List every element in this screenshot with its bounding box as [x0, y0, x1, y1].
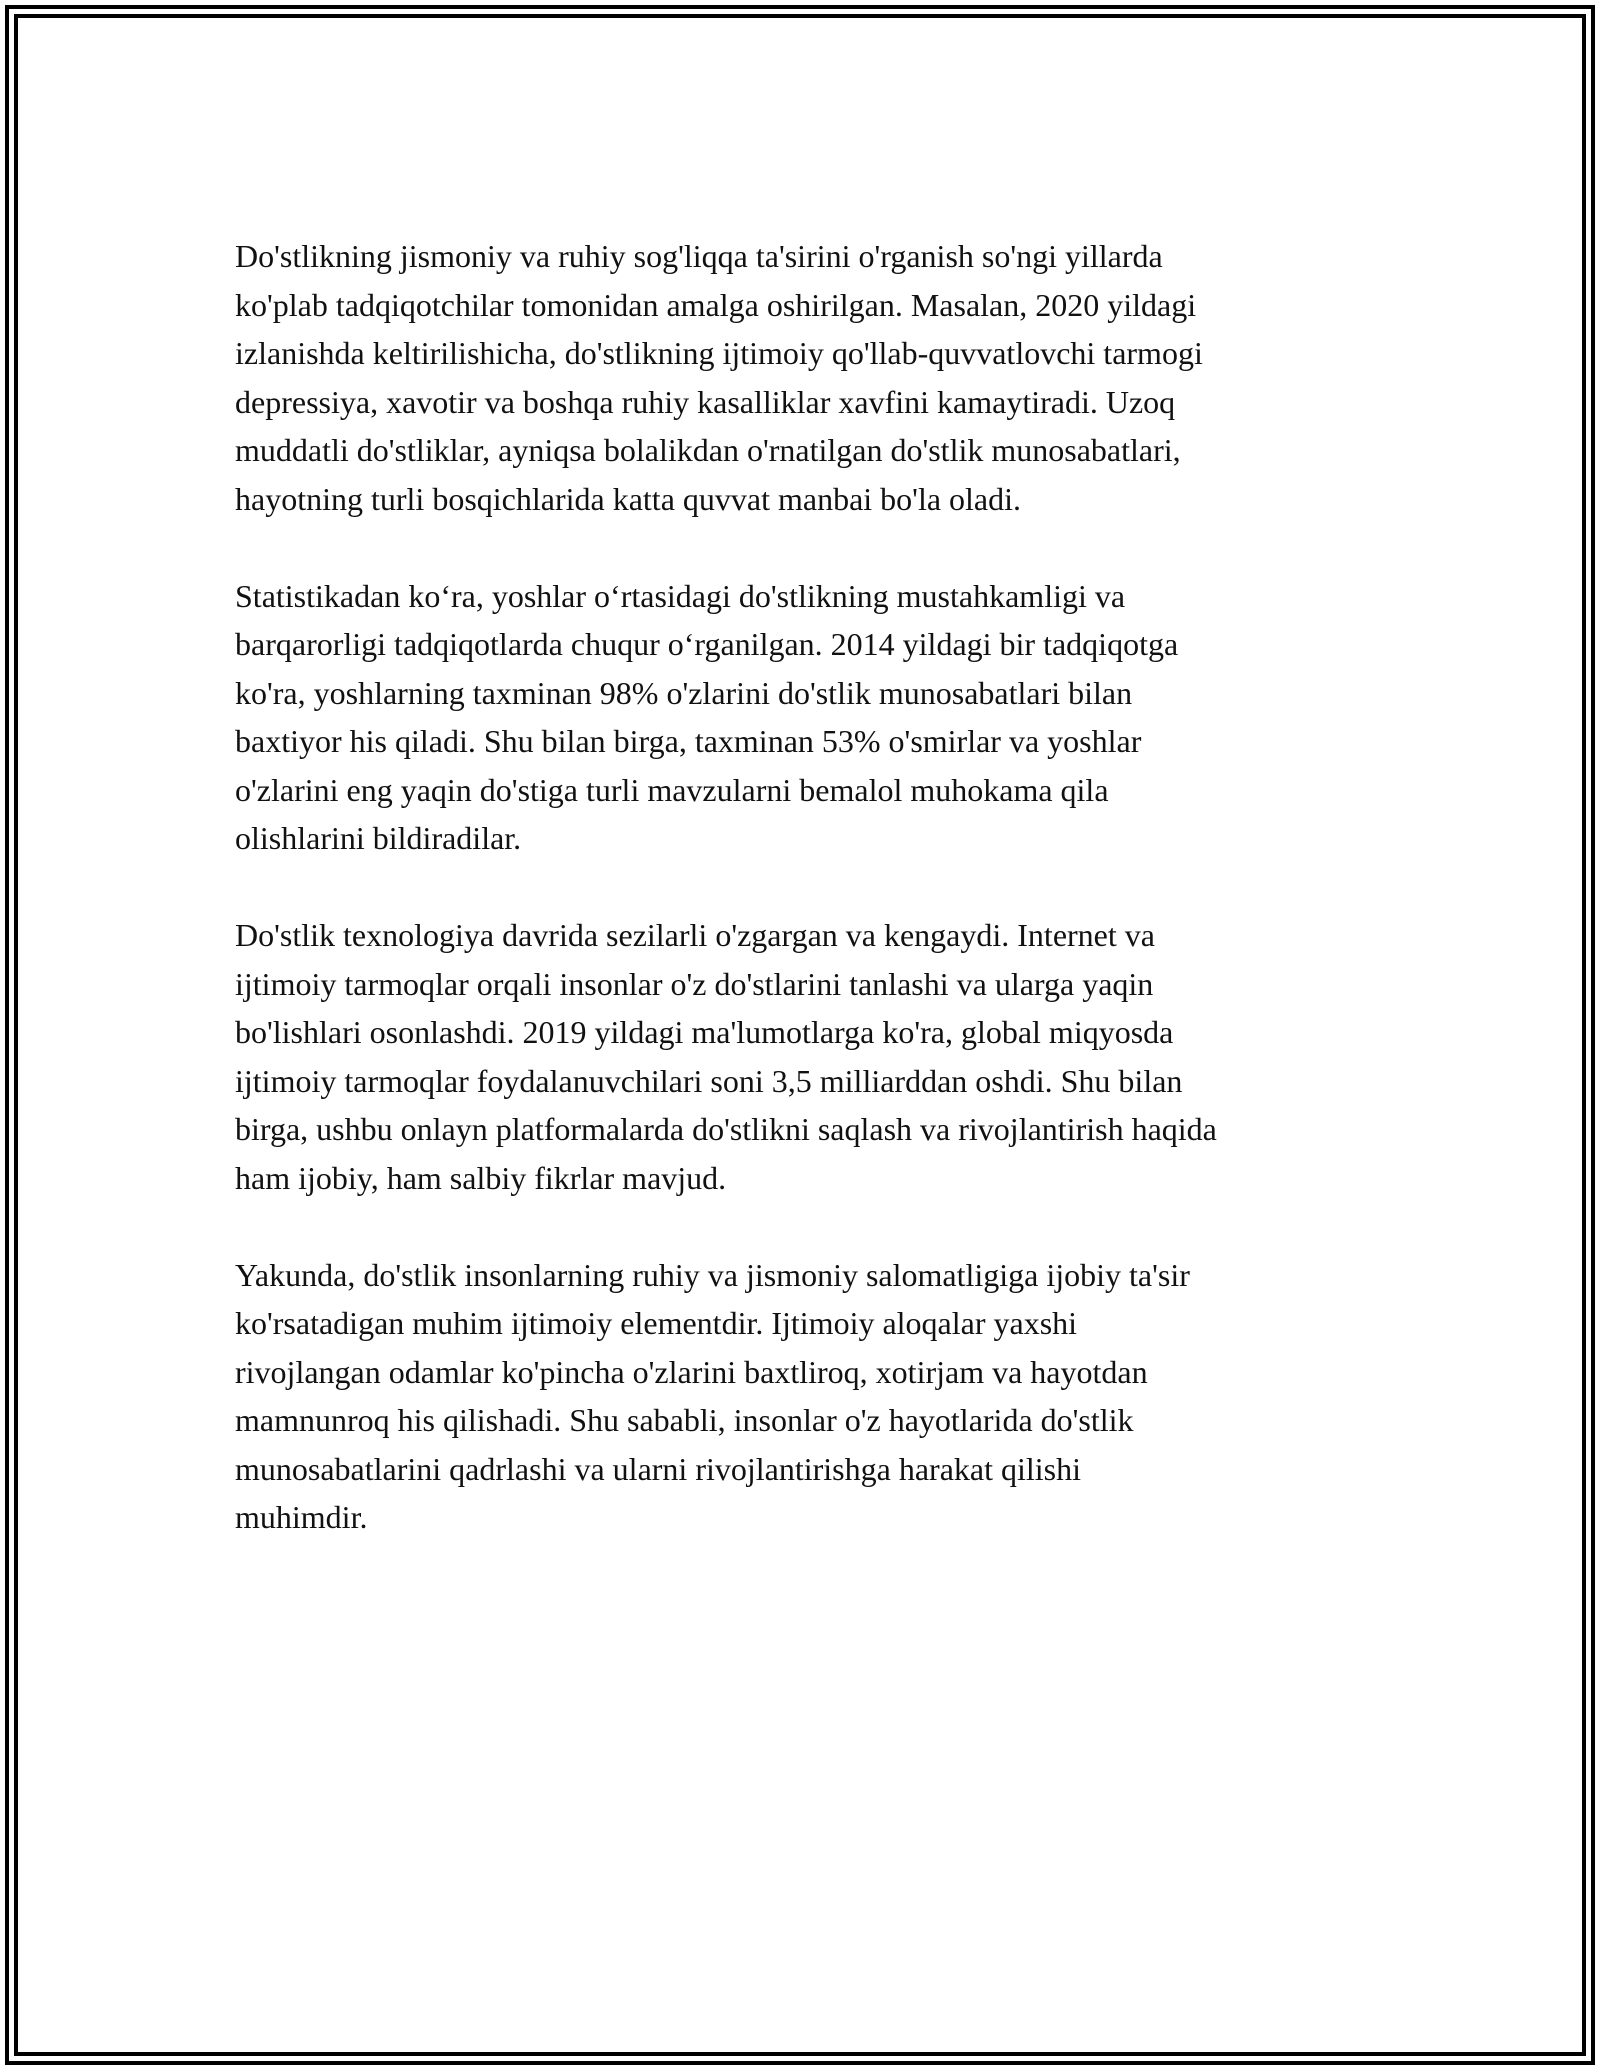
paragraph-youth-statistics: Statistikadan ko‘ra, yoshlar o‘rtasidagi do'stlikning mustahkamligi va barqarorligi tadqiqotlarda chuqur o‘rganilgan. 2014 yildagi bir tadqiqotga ko'ra, yoshlarning taxminan 98% o'zlarini do'stlik munosabatlari bilan baxtiyor his qiladi. Shu bilan birga, taxminan 53% o'smirlar va yoshlar o'zlarini eng yaqin do'stiga turli mavzularni bemalol muhokama qila olishlarini bildiradilar. [235, 577, 1179, 856]
paragraph-technology-era: Do'stlik texnologiya davrida sezilarli o'zgargan va kengaydi. Internet va ijtimoiy tarmoqlar orqali insonlar o'z do'stlarini tanlashi va ularga yaqin bo'lishlari osonlashdi. 2019 yildagi ma'lumotlarga ko'ra, global miqyosda ijtimoiy tarmoqlar foydalanuvchilari soni 3,5 milliarddan oshdi. Shu bilan birga, ushbu onlayn platformalarda do'stlikni saqlash va rivojlantirish haqida ham ijobiy, ham salbiy fikrlar mavjud. [235, 917, 1217, 1196]
paragraph-conclusion: Yakunda, do'stlik insonlarning ruhiy va jismoniy salomatligiga ijobiy ta'sir ko'rsatadigan muhim ijtimoiy elementdir. Ijtimoiy aloqalar yaxshi rivojlangan odamlar ko'pincha o'zlarini baxtliroq, xotirjam va hayotdan mamnunroq his qilishadi. Shu sababli, insonlar o'z hayotlarida do'stlik munosabatlarini qadrlashi va ularni rivojlantirishga harakat qilishi muhimdir. [235, 1256, 1190, 1535]
paragraph-health-research: Do'stlikning jismoniy va ruhiy sog'liqqa ta'sirini o'rganish so'ngi yillarda ko'plab tadqiqotchilar tomonidan amalga oshirilgan. Masalan, 2020 yildagi izlanishda keltirilishicha, do'stlikning ijtimoiy qo'llab-quvvatlovchi tarmogi depressiya, xavotir va boshqa ruhiy kasalliklar xavfini kamaytiradi. Uzoq muddatli do'stliklar, ayniqsa bolalikdan o'rnatilgan do'stlik munosabatlari, hayotning turli bosqichlarida katta quvvat manbai bo'la oladi. [235, 238, 1203, 517]
document-body [235, 232, 1375, 1590]
